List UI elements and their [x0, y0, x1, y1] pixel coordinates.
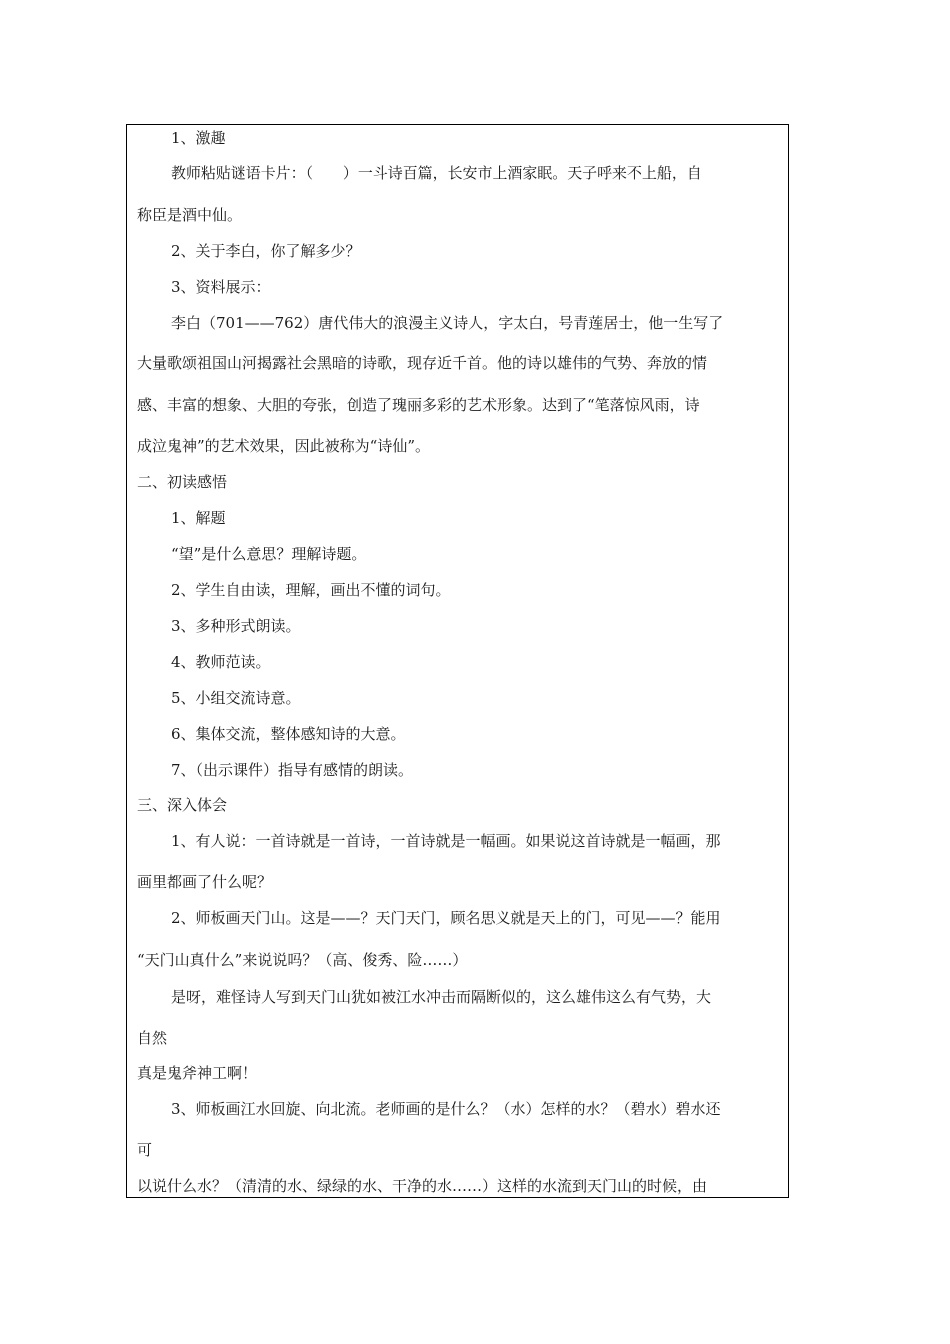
- text-line: 李白（701——762）唐代伟大的浪漫主义诗人，字太白，号青莲居士，他一生写了: [171, 314, 724, 332]
- text-line: 3、师板画江水回旋、向北流。老师画的是什么？（水）怎样的水？（碧水）碧水还: [171, 1100, 721, 1118]
- text-line: 3、多种形式朗读。: [171, 617, 301, 635]
- text-line: 感、丰富的想象、大胆的夸张，创造了瑰丽多彩的艺术形象。达到了“笔落惊风雨，诗: [137, 396, 700, 414]
- text-line: 2、师板画天门山。这是——？天门天门，顾名思义就是天上的门，可见——？能用: [171, 909, 721, 927]
- text-line: 4、教师范读。: [171, 653, 271, 671]
- text-line: 称臣是酒中仙。: [137, 206, 243, 224]
- text-line: 成泣鬼神”的艺术效果，因此被称为“诗仙”。: [137, 437, 431, 455]
- text-line: 7、（出示课件）指导有感情的朗读。: [171, 761, 414, 779]
- text-line: 真是鬼斧神工啊！: [137, 1064, 258, 1082]
- text-line: 画里都画了什么呢？: [137, 873, 273, 891]
- text-line: 可: [137, 1141, 153, 1159]
- text-line: 1、有人说：一首诗就是一首诗，一首诗就是一幅画。如果说这首诗就是一幅画，那: [171, 832, 721, 850]
- text-line: 5、小组交流诗意。: [171, 689, 301, 707]
- text-line: 教师粘贴谜语卡片：（ ）一斗诗百篇，长安市上酒家眠。天子呼来不上船，自: [171, 164, 702, 182]
- text-line: 1、解题: [171, 509, 226, 527]
- text-line: “望”是什么意思？理解诗题。: [171, 545, 367, 563]
- text-line: 2、关于李白，你了解多少？: [171, 242, 361, 260]
- text-line: 2、学生自由读，理解，画出不懂的词句。: [171, 581, 451, 599]
- text-line: 1、激趣: [171, 129, 226, 147]
- text-line: 大量歌颂祖国山河揭露社会黑暗的诗歌，现存近千首。他的诗以雄伟的气势、奔放的情: [137, 354, 708, 372]
- text-line: 以说什么水？（清清的水、绿绿的水、干净的水……）这样的水流到天门山的时候，由: [137, 1177, 708, 1195]
- text-line: 自然: [137, 1029, 168, 1047]
- text-line: 3、资料展示：: [171, 278, 271, 296]
- text-line: 6、集体交流，整体感知诗的大意。: [171, 725, 406, 743]
- section-heading: 二、初读感悟: [137, 473, 228, 491]
- text-line: 是呀，难怪诗人写到天门山犹如被江水冲击而隔断似的，这么雄伟这么有气势，大: [171, 988, 712, 1006]
- text-line: “天门山真什么”来说说吗？（高、俊秀、险……）: [137, 951, 468, 969]
- section-heading: 三、深入体会: [137, 796, 228, 814]
